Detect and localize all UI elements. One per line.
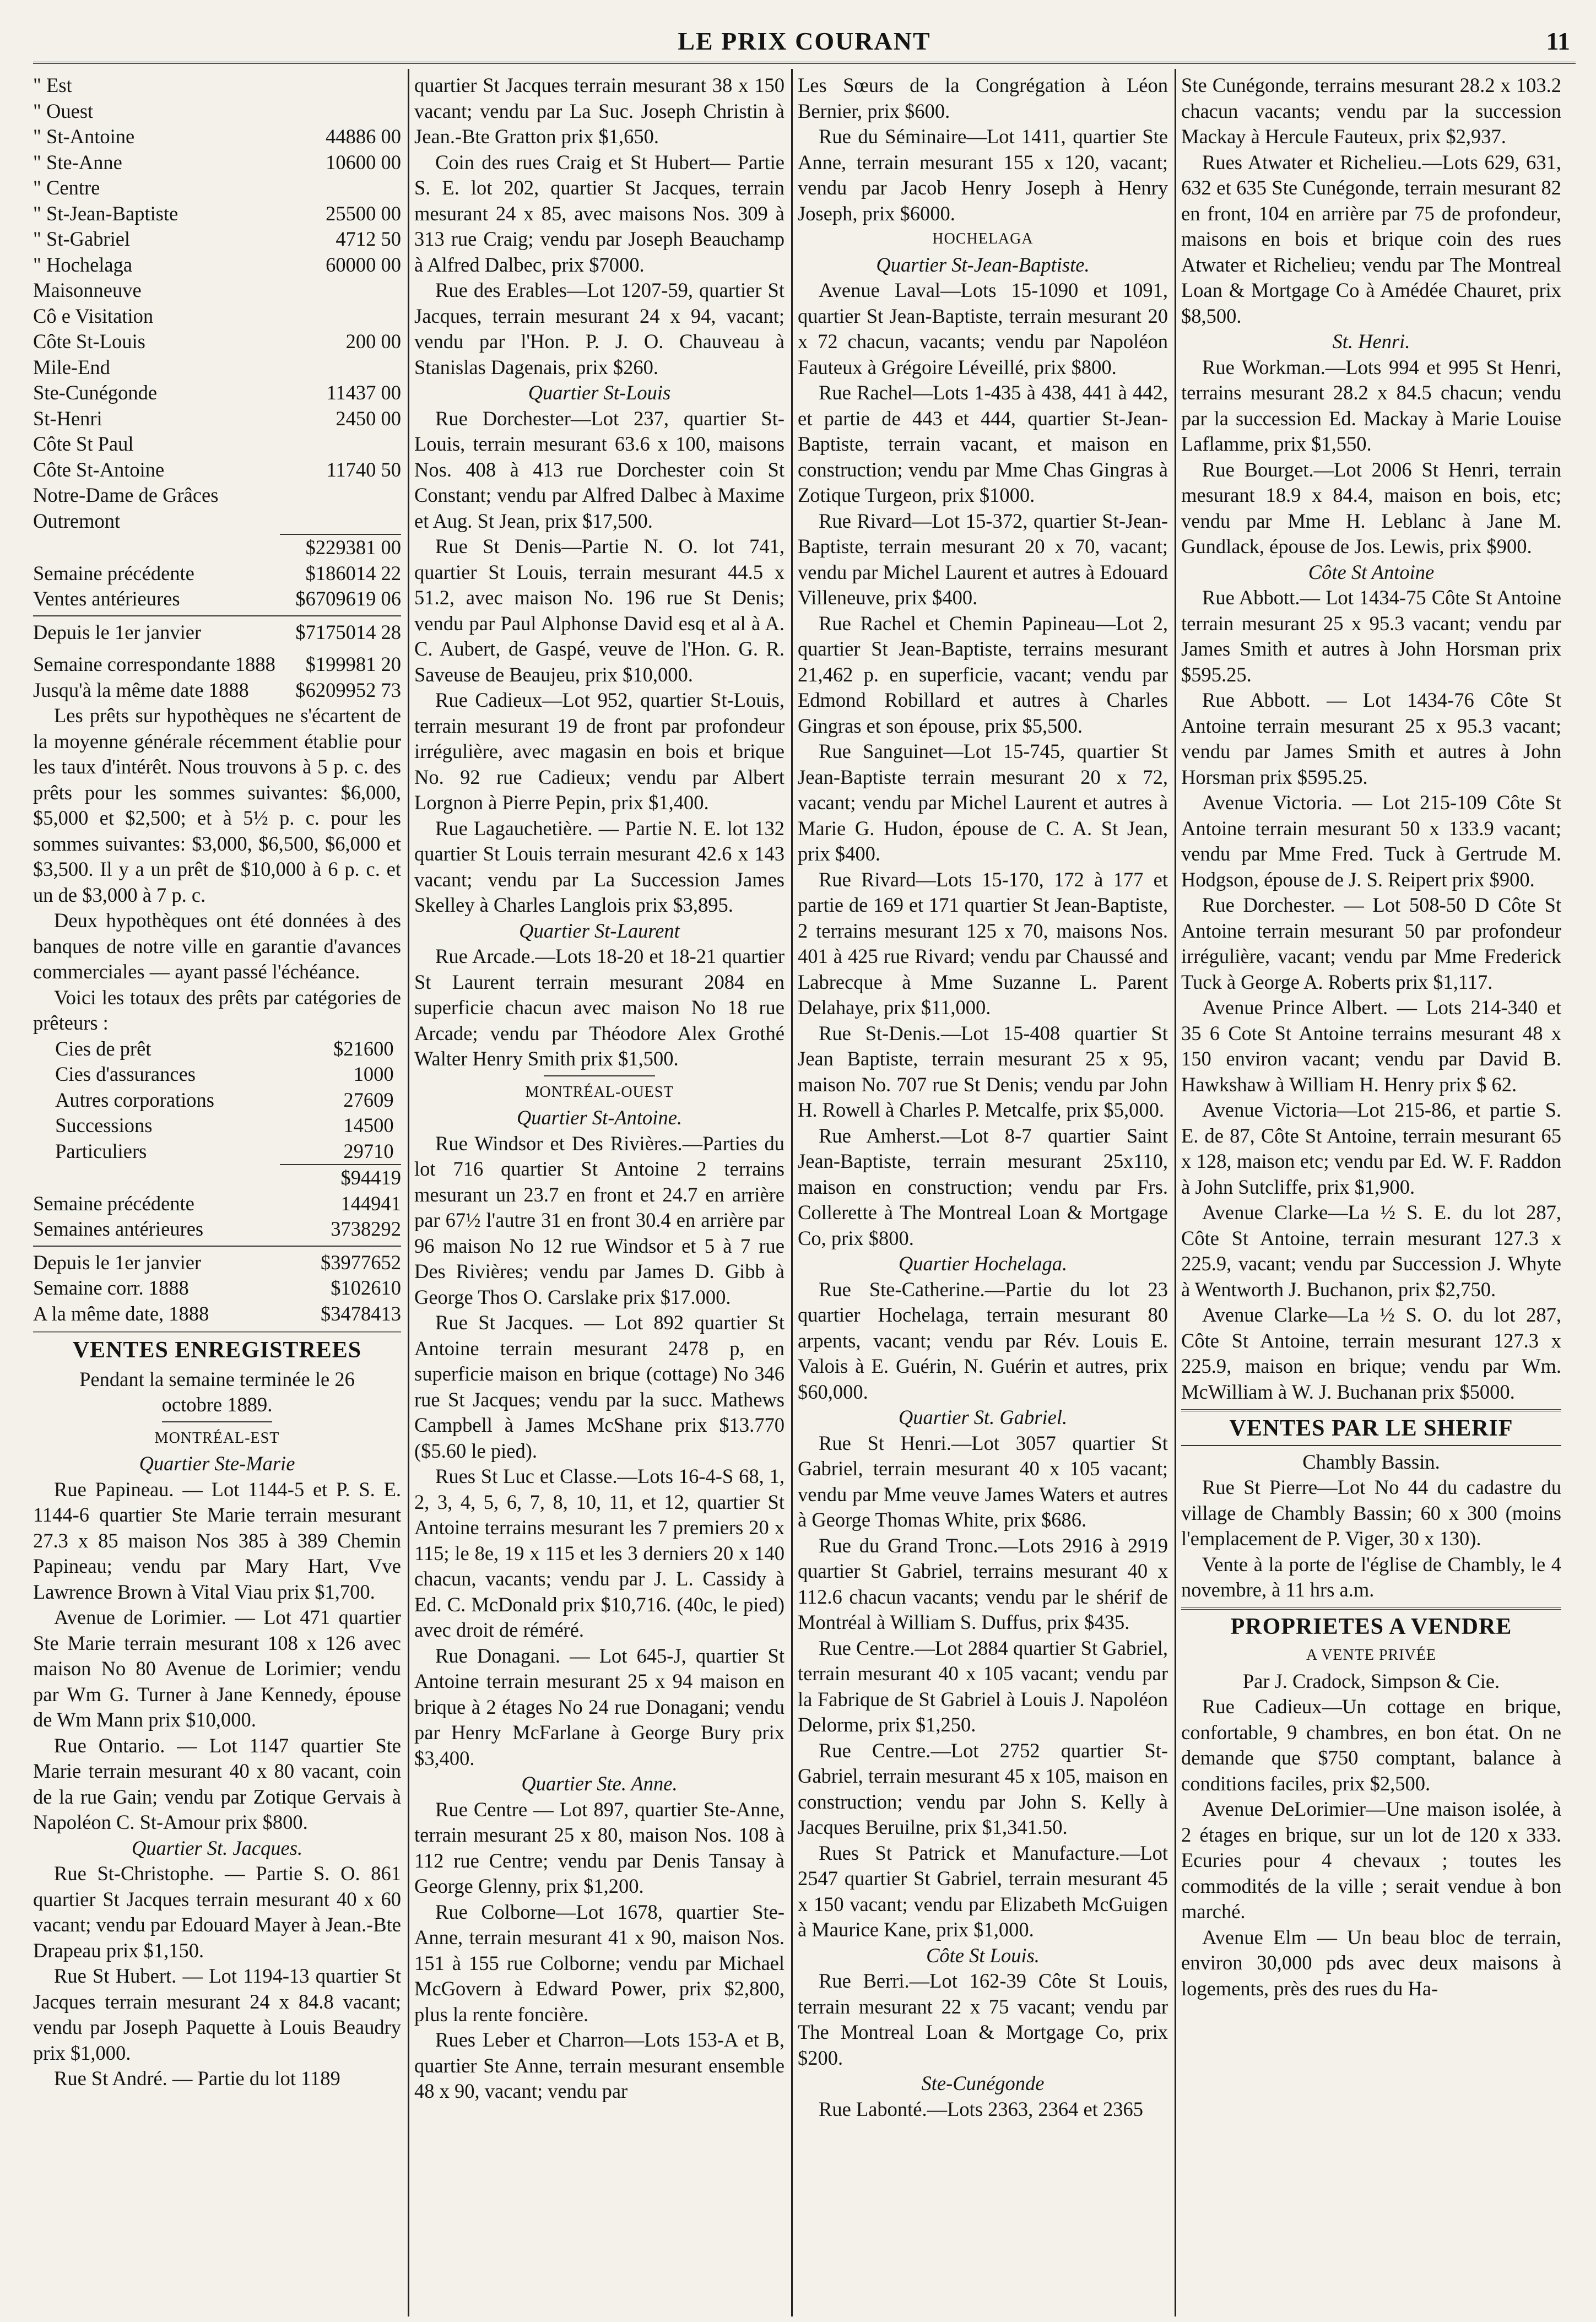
ledger-row	[55, 1087, 394, 1113]
ledger-value: $6209952 73	[295, 678, 401, 701]
quartier-heading: Quartier St. Gabriel.	[898, 1406, 1068, 1428]
ledger-value: $6709619 06	[295, 587, 401, 610]
sale-entry: Avenue Clarke—La ½ S. O. du lot 287, Côte St Antoine, terrain mesurant 127.3 x 225.9, maison en brique; vendu par Wm. McWilliam à W. J. Buchanan prix $5000.	[1181, 1303, 1561, 1403]
ledger-value: $3478413	[321, 1302, 401, 1325]
sale-entry: Rue Colborne—Lot 1678, quartier Ste-Anne, terrain mesurant 41 x 90, maison Nos. 151 à 155 rue Colborne; vendu par Michael McGovern à Edward Power, prix $2,800, plus la rente foncière.	[414, 1900, 785, 2026]
ledger-label: " Est	[33, 74, 72, 96]
ledger-value	[280, 431, 401, 457]
sale-entry: Rue Lagauchetière. — Partie N. E. lot 132 quartier St Louis terrain mesurant 42.6 x 143 vacant; vendu par La Succession James Skelley à Charles Langlois prix $3,895.	[414, 816, 785, 916]
sale-entry: Rues Atwater et Richelieu.—Lots 629, 631, 632 et 635 Ste Cunégonde, terrain mesurant 82 en front, 104 en arrière par 75 de profondeur, maisons en bois et brique coin des rues Atwater et Richelieu; vendu par The Montreal Loan & Mortgage Co à Amédée Chauret, prix $8,500.	[1181, 150, 1561, 327]
ledger-label: Outremont	[33, 509, 121, 532]
ledger-row	[33, 406, 401, 432]
sale-entry: Rue Windsor et Des Rivières.—Parties du lot 716 quartier St Antoine 2 terrains mesurant un 23.7 en front et 24.7 en arrière par 67½ l'autre 31 en front 30.4 en arrière par 96 maison No 12 rue Windsor et 5 à 7 rue Des Rivières; vendu par James D. Gibb à George Thos O. Carslake prix $17.000.	[414, 1132, 785, 1308]
ledger-row	[33, 252, 401, 278]
ledger-value: 200 00	[345, 330, 401, 353]
ledger-label: Semaine précédente	[33, 1192, 194, 1215]
week-table	[33, 561, 401, 612]
sale-entry: Rue Abbott.— Lot 1434-75 Côte St Antoine terrain mesurant 25 x 95.3 vacant; vendu par James Smith et autres à John Horsman prix $595.25.	[1181, 586, 1561, 686]
sale-entry: Rue St Pierre—Lot No 44 du cadastre du village de Chambly Bassin; 60 x 300 (moins l'emplacement de P. Viger, 30 x 130).	[1181, 1476, 1561, 1550]
ledger-value: $3977652	[321, 1251, 401, 1274]
category-total-value: $94419	[280, 1165, 401, 1191]
ledger-label: Semaines antérieures	[33, 1217, 204, 1240]
ledger-label: Notre-Dame de Grâces	[33, 484, 219, 506]
ledger-value: 3738292	[331, 1217, 401, 1240]
newspaper-title: LE PRIX COURANT	[678, 27, 931, 55]
ledger-value: 144941	[340, 1192, 401, 1215]
ledger-value: $199981 20	[305, 653, 401, 675]
ledger-value	[280, 355, 401, 381]
sale-entry: Rue Ontario. — Lot 1147 quartier Ste Marie terrain mesurant 40 x 80 vacant, coin de la rue Gain; vendu par Zotique Gervais à Napoléon C. St-Amour prix $800.	[33, 1734, 401, 1833]
sale-entry: Avenue Victoria. — Lot 215-109 Côte St Antoine terrain mesurant 50 x 133.9 vacant; vendu par Mme Fred. Tuck à Gertrude M. Hodgson, épouse de J. S. Reipert prix $900.	[1181, 791, 1561, 891]
property-entry: Rue Cadieux—Un cottage en brique, confortable, 9 chambres, en bon état. On ne demande que $750 comptant, balance à conditions faciles, prix $2,500.	[1181, 1695, 1561, 1795]
sale-entry: Rue Centre.—Lot 2752 quartier St-Gabriel, terrain mesurant 45 x 105, maison en construction; vendu par John S. Kelly à Jacques Beruilne, prix $1,341.50.	[798, 1739, 1168, 1838]
short-rule	[162, 1421, 272, 1422]
quartier-heading: Quartier Ste. Anne.	[521, 1772, 678, 1795]
ledger-label: Autres corporations	[55, 1088, 214, 1111]
ledger-row	[33, 1191, 401, 1217]
ledger-value	[280, 508, 401, 534]
ledger-row	[33, 1216, 401, 1242]
rule	[1181, 1445, 1561, 1446]
district-heading: MONTRÉAL-EST	[154, 1429, 280, 1447]
sale-entry: Rue Rivard—Lot 15-372, quartier St-Jean-Baptiste, terrain mesurant 20 x 70, vacant; vendu par Michel Laurent et autres à Edouard Villeneuve, prix $400.	[798, 509, 1168, 609]
ledger-value: $102610	[331, 1276, 401, 1299]
section-heading: VENTES PAR LE SHERIF	[1229, 1416, 1513, 1441]
sale-entry: Rue St André. — Partie du lot 1189	[54, 2067, 340, 2090]
ledger-row	[33, 561, 401, 587]
column-4	[1181, 73, 1561, 2309]
page-number: 11	[1546, 27, 1570, 55]
sale-entry: Avenue de Lorimier. — Lot 471 quartier Ste Marie terrain mesurant 108 x 126 avec maison No 80 Avenue de Lorimier; vendu par Wm G. Turner à Jane Kennedy, épouse de Wm Mann prix $10,000.	[33, 1606, 401, 1731]
sale-entry: Rue Papineau. — Lot 1144-5 et P. S. E. 1144-6 quartier Ste Marie terrain mesurant 27.3 x 85 maison Nos 385 à 389 Chemin Papineau; vendu par Mary Hart, Vve Lawrence Brown à Vital Viau prix $1,700.	[33, 1477, 401, 1603]
sale-entry: Rue Ste-Catherine.—Partie du lot 23 quartier Hochelaga, terrain mesurant 80 arpents, vacant; vendu par Rév. Louis E. Valois à E. Guérin, N. Guérin et autres, prix $60,000.	[798, 1278, 1168, 1403]
quartier-heading: Quartier Hochelaga.	[898, 1252, 1068, 1275]
ledger-row	[33, 678, 401, 703]
page-header	[33, 26, 1576, 59]
ledger-label: Côte St Paul	[33, 432, 134, 455]
section-heading: PROPRIETES A VENDRE	[1230, 1614, 1512, 1639]
ledger-row	[55, 1113, 394, 1139]
quartier-heading: Quartier St-Antoine.	[516, 1106, 683, 1129]
ledger-value: 11437 00	[326, 381, 401, 404]
sale-entry: Rue St Hubert. — Lot 1194-13 quartier St Jacques terrain mesurant 24 x 84.8 vacant; vendu par Joseph Paquette à Louis Beaudry prix $1,000.	[33, 1964, 401, 2064]
ledger-label: Semaine précédente	[33, 561, 194, 584]
ledger-label: Cies de prêt	[55, 1037, 152, 1060]
ledger-row	[33, 1275, 401, 1301]
ledger-value	[280, 175, 401, 201]
column-1	[33, 73, 401, 2309]
column-divider	[1175, 69, 1176, 2316]
ledger-value: 29710	[343, 1139, 394, 1162]
ledger-label: Jusqu'à la même date 1888	[33, 678, 249, 701]
ledger-row	[33, 329, 401, 355]
ledger-label: Semaine corr. 1888	[33, 1276, 189, 1299]
ledger-value: $21600	[333, 1037, 394, 1060]
ledger-label: " Ste-Anne	[33, 150, 122, 174]
sale-entry: Rues St Patrick et Manufacture.—Lot 2547 quartier St Gabriel, terrain mesurant 45 x 150 vacant; vendu par Elizabeth McGuigen à Maurice Kane, prix $1,000.	[798, 1841, 1168, 1941]
sale-entry: Rue Centre.—Lot 2884 quartier St Gabriel, terrain mesurant 40 x 105 vacant; vendu par la Fabrique de St Gabriel à Louis J. Napoléon Delorme, prix $1,250.	[798, 1636, 1168, 1736]
corr-table	[33, 652, 401, 703]
ledger-label: " Ouest	[33, 99, 94, 122]
quartier-heading: Côte St Antoine	[1308, 560, 1435, 583]
ledger-label: Particuliers	[55, 1139, 147, 1162]
paragraph: Deux hypothèques ont été données à des banques de notre ville en garantie d'avances commerciales — ayant passé l'échéance.	[33, 909, 401, 983]
ledger-value: $186014 22	[305, 561, 401, 584]
ledger-value	[280, 73, 401, 99]
category-total	[33, 1164, 401, 1191]
sale-entry: Rue Cadieux—Lot 952, quartier St-Louis, terrain mesurant 19 de front par profondeur irrégulière, avec magasin en bois et brique No. 92 rue Cadieux; vendu par Albert Lorgnon à Pierre Pepin, prix $1,400.	[414, 689, 785, 814]
double-rule	[33, 1331, 401, 1333]
sale-entry: Rue du Grand Tronc.—Lots 2916 à 2919 quartier St Gabriel, terrains mesurant 40 x 112.6 chacun vacants; vendu par le shérif de Montréal à William S. Duffus, prix $435.	[798, 1534, 1168, 1633]
sale-entry: Coin des rues Craig et St Hubert— Partie S. E. lot 202, quartier St Jacques, terrain mesurant 24 x 85, avec maisons Nos. 309 à 313 rue Craig; vendu par Joseph Beauchamp à Alfred Dalbec, prix $7000.	[414, 150, 785, 276]
ledger-row	[33, 175, 401, 201]
category-final-table	[33, 1250, 401, 1327]
sale-entry: Rue Labonté.—Lots 2363, 2364 et 2365	[819, 2097, 1143, 2120]
ledger-label: Côte St-Antoine	[33, 458, 165, 481]
district-heading: MONTRÉAL-OUEST	[525, 1083, 674, 1101]
ledger-table	[33, 73, 401, 534]
ledger-row	[33, 99, 401, 125]
ledger-label: " St-Antoine	[33, 125, 135, 148]
ledger-row	[33, 1250, 401, 1276]
sale-entry: Rue St-Christophe. — Partie S. O. 861 quartier St Jacques terrain mesurant 40 x 60 vacant; vendu par Edouard Mayer à Jean.-Bte Drapeau prix $1,150.	[33, 1862, 401, 1962]
ledger-value: 25500 00	[326, 202, 401, 225]
paragraph: Voici les totaux des prêts par catégories de prêteurs :	[33, 986, 401, 1034]
quartier-heading: Quartier St. Jacques.	[131, 1836, 303, 1859]
agent-line: Par J. Cradock, Simpson & Cie.	[1242, 1669, 1500, 1692]
quartier-heading: Quartier St-Louis	[528, 381, 671, 404]
quartier-heading: Quartier Ste-Marie	[139, 1452, 295, 1475]
ledger-row	[33, 457, 401, 483]
rule	[33, 1246, 401, 1247]
section-heading: VENTES ENREGISTREES	[72, 1338, 362, 1363]
ledger-value: 14500	[343, 1114, 394, 1136]
sale-entry: Rue St Henri.—Lot 3057 quartier St Gabriel, terrain mesurant 40 x 105 vacant; vendu par Mme veuve James Waters et autres à George Thomas White, prix $686.	[798, 1431, 1168, 1531]
sale-entry: quartier St Jacques terrain mesurant 38 x 150 vacant; vendu par La Suc. Joseph Christin à Jean.-Bte Gratton prix $1,650.	[414, 74, 785, 148]
sale-entry: Avenue Victoria—Lot 215-86, et partie S. E. de 87, Côte St Antoine, terrain mesurant 65 x 128, maison etc; vendu par Ed. W. F. Raddon à John Sutcliffe, prix $1,900.	[1181, 1098, 1561, 1198]
since-jan-label: Depuis le 1er janvier	[33, 620, 202, 643]
sale-entry: Les Sœurs de la Congrégation à Léon Bernier, prix $600.	[798, 74, 1168, 122]
sale-entry: Rue Rivard—Lots 15-170, 172 à 177 et partie de 169 et 171 quartier St Jean-Baptiste, 2 terrains mesurant 125 x 70, maisons Nos. 401 à 425 rue Rivard; vendu par Chaussé and Labrecque à Mme Suzanne L. Parent Delahaye, prix $11,000.	[798, 868, 1168, 1019]
quartier-heading: Côte St Louis.	[926, 1944, 1040, 1967]
ledger-row	[55, 1139, 394, 1165]
district-heading: HOCHELAGA	[932, 230, 1034, 247]
quartier-heading: Quartier St-Jean-Baptiste.	[876, 253, 1090, 276]
sale-entry: Rue Berri.—Lot 162-39 Côte St Louis, terrain mesurant 22 x 75 vacant; vendu par The Montreal Loan & Mortgage Co, prix $200.	[798, 1969, 1168, 2069]
column-3	[798, 73, 1168, 2309]
ledger-row	[33, 355, 401, 381]
sale-entry: Rue Workman.—Lots 994 et 995 St Henri, terrains mesurant 28.2 x 84.5 chacun; vendu par la succession Ed. Mackay à Marie Louise Laflamme, prix $1,550.	[1181, 355, 1561, 455]
ledger-label: St-Henri	[33, 407, 102, 430]
ledger-row	[33, 1301, 401, 1327]
short-rule	[544, 1075, 655, 1076]
quartier-heading: Ste-Cunégonde	[921, 2072, 1045, 2094]
column-2	[414, 73, 785, 2309]
category-week-table	[33, 1191, 401, 1242]
ledger-row	[33, 380, 401, 406]
sale-entry: Rues Leber et Charron—Lots 153-A et B, quartier Ste Anne, terrain mesurant ensemble 48 x 90, vacant; vendu par	[414, 2028, 785, 2102]
ledger-label: Semaine correspondante 1888	[33, 653, 275, 675]
ledger-value: 60000 00	[326, 253, 401, 276]
sale-entry: Rue Bourget.—Lot 2006 St Henri, terrain mesurant 18.9 x 84.4, maison en bois, etc; vendu par Mme H. Leblanc à Jane M. Gundlack, épouse de Jos. Lewis, prix $900.	[1181, 458, 1561, 558]
ledger-value: 1000	[353, 1063, 394, 1085]
ledger-label: Cô e Visitation	[33, 304, 154, 327]
ledger-row	[33, 278, 401, 304]
sale-entry: Rue Dorchester—Lot 237, quartier St-Louis, terrain mesurant 63.6 x 100, maisons Nos. 408 à 413 rue Dorchester coin St Constant; vendu par Alfred Dalbec à Maxime et Aug. St Jean, prix $17,500.	[414, 407, 785, 532]
ledger-value	[280, 304, 401, 329]
ledger-row	[33, 150, 401, 176]
ledger-label: " St-Jean-Baptiste	[33, 202, 178, 225]
ledger-value: 44886 00	[326, 125, 401, 148]
ledger-row	[33, 201, 401, 227]
sale-entry: Avenue Clarke—La ½ S. E. du lot 287, Côte St Antoine, terrain mesurant 127.3 x 225.9, vacant; vendu par Succession J. Whyte à Wentworth J. Buchanon, prix $2,750.	[1181, 1201, 1561, 1301]
ledger-total-value: $229381 00	[280, 534, 401, 561]
since-jan-value: $7175014 28	[295, 620, 401, 643]
ledger-label: Mile-End	[33, 355, 110, 378]
sale-entry: Rue Donagani. — Lot 645-J, quartier St Antoine terrain mesurant 25 x 94 maison en brique à 2 étages No 24 rue Donagani; vendu par Henry McFarlane à George Bury prix $3,400.	[414, 1644, 785, 1769]
ledger-label: " Hochelaga	[33, 253, 133, 276]
sale-entry: Rue du Séminaire—Lot 1411, quartier Ste Anne, terrain mesurant 155 x 120, vacant; vendu par Jacob Henry Joseph à Henry Joseph, prix $6000.	[798, 125, 1168, 225]
ledger-row	[55, 1036, 394, 1062]
ledger-label: A la même date, 1888	[33, 1302, 209, 1325]
ledger-value: 27609	[343, 1088, 394, 1111]
quartier-heading: St. Henri.	[1332, 330, 1410, 353]
ledger-label: " St-Gabriel	[33, 228, 131, 250]
ledger-row	[33, 431, 401, 457]
sale-entry: Ste Cunégonde, terrains mesurant 28.2 x 103.2 chacun vacants; vendu par la succession Mackay à Hercule Fauteux, prix $2,937.	[1181, 74, 1561, 148]
sale-entry: Rue Rachel et Chemin Papineau—Lot 2, quartier St Jean-Baptiste, terrains mesurant 21,462 p. en superficie, vacant; vendu par Edmond Robillard et autres à Charles Gingras et son épouse, prix $5,500.	[798, 611, 1168, 737]
double-rule	[1181, 1409, 1561, 1411]
sale-entry: Rue Abbott. — Lot 1434-76 Côte St Antoine terrain mesurant 25 x 95.3 vacant; vendu par James Smith et autres à John Horsman prix $595.25.	[1181, 689, 1561, 788]
ledger-value	[280, 483, 401, 508]
ledger-row	[33, 652, 401, 678]
quartier-heading: Quartier St-Laurent	[519, 919, 680, 942]
ledger-row	[33, 508, 401, 534]
property-entry: Avenue DeLorimier—Une maison isolée, à 2 étages en brique, sur un lot de 120 x 333. Ecuries pour 4 chevaux ; toutes les commodités de la ville ; serait vendue à bon marché.	[1181, 1798, 1561, 1923]
ledger-label: Cies d'assurances	[55, 1063, 196, 1085]
header-rule	[33, 62, 1576, 64]
column-divider	[791, 69, 793, 2316]
ledger-row	[33, 304, 401, 329]
sale-entry: Vente à la porte de l'église de Chambly, le 4 novembre, à 11 hrs a.m.	[1181, 1552, 1561, 1601]
sale-entry: Rue St Denis—Partie N. O. lot 741, quartier St Louis, terrain mesurant 44.5 x 51.2, avec maison No. 196 rue St Denis; vendu par Paul Alphonse David esq et al à A. C. Aubert, de Gaspé, veuve de l'Hon. G. R. Saveuse de Beaujeu, prix $10,000.	[414, 535, 785, 686]
sale-entry: Rue Sanguinet—Lot 15-745, quartier St Jean-Baptiste terrain mesurant 20 x 72, vacant; vendu par Michel Laurent et autres à Marie G. Hudon, épouse de C. A. St Jean, prix $400.	[798, 740, 1168, 865]
section-subheading: Pendant la semaine terminée le 26 octobre 1889.	[79, 1367, 355, 1416]
sale-entry: Rue Rachel—Lots 1-435 à 438, 441 à 442, et partie de 443 et 444, quartier St-Jean-Baptiste, terrain vacant, et maison en construction; vendu par Mme Chas Gingras à Zotique Turgeon, prix $1000.	[798, 381, 1168, 506]
sale-entry: Avenue Prince Albert. — Lots 214-340 et 35 6 Cote St Antoine terrains mesurant 48 x 150 environ vacant; vendu par David B. Hawkshaw à William H. Henry prix $ 62.	[1181, 996, 1561, 1096]
rule	[33, 615, 401, 616]
location-heading: Chambly Bassin.	[1302, 1450, 1440, 1473]
ledger-row	[33, 73, 401, 99]
ledger-total	[33, 534, 401, 561]
sale-entry: Rues St Luc et Classe.—Lots 16-4-S 68, 1, 2, 3, 4, 5, 6, 7, 8, 10, 11, et 12, quartier St Antoine terrains mesurant les 7 premiers 20 x 115; le 8e, 19 x 115 et les 3 derniers 20 x 140 chacun, vacants; vendu par J. L. Cassidy à Ed. C. McDonald prix $10,716. (40c, le pied) avec droit de réméré.	[414, 1465, 785, 1641]
ledger-label: Maisonneuve	[33, 279, 142, 301]
ledger-label: " Centre	[33, 176, 100, 199]
sale-entry: Rue Amherst.—Lot 8-7 quartier Saint Jean-Baptiste, terrain mesurant 25x110, maison en construction; vendu par Frs. Collerette à The Montreal Loan & Mortgage Co, prix $800.	[798, 1124, 1168, 1249]
column-divider	[408, 69, 409, 2316]
ledger-row	[33, 483, 401, 508]
ledger-value	[280, 99, 401, 125]
property-entry: Avenue Elm — Un beau bloc de terrain, environ 30,000 pds avec deux maisons à logements, près des rues du Ha-	[1181, 1925, 1561, 2000]
ledger-value: 11740 50	[326, 458, 401, 481]
ledger-label: Successions	[55, 1114, 153, 1136]
sale-entry: Rue St-Denis.—Lot 15-408 quartier St Jean Baptiste, terrain mesurant 25 x 95, maison No. 707 rue St Denis; vendu par John H. Rowell à Charles P. Metcalfe, prix $5,000.	[798, 1021, 1168, 1121]
ledger-label: Ste-Cunégonde	[33, 381, 158, 404]
ledger-row	[33, 226, 401, 252]
ledger-label: Depuis le 1er janvier	[33, 1251, 202, 1274]
sale-entry: Rue des Erables—Lot 1207-59, quartier St Jacques, terrain mesurant 24 x 94, vacant; vendu par l'Hon. P. J. O. Chauveau à Stanislas Dagenais, prix $260.	[414, 279, 785, 378]
ledger-label: Côte St-Louis	[33, 330, 145, 353]
ledger-row	[33, 586, 401, 612]
category-table	[55, 1036, 394, 1165]
sale-entry: Avenue Laval—Lots 15-1090 et 1091, quartier St Jean-Baptiste, terrain mesurant 20 x 72 chacun, vacants; vendu par Napoléon Fauteux à Grégoire Léveillé, prix $800.	[798, 279, 1168, 378]
paragraph: Les prêts sur hypothèques ne s'écartent de la moyenne générale récemment établie pour les taux d'intérêt. Nous trouvons à 5 p. c. des prêts pour les sommes suivantes: $6,000, $5,000 et $2,500; et à 5½ p. c. pour les sommes suivantes: $3,000, $6,500, $6,000 et $3,500. Il y a un prêt de $10,000 à 6 p. c. et un de $3,000 à 7 p. c.	[33, 704, 401, 906]
ledger-value: 10600 00	[326, 150, 401, 174]
ledger-row	[55, 1062, 394, 1087]
ledger-value: 4712 50	[336, 228, 401, 250]
since-jan-table	[33, 620, 401, 646]
sale-entry: Rue St Jacques. — Lot 892 quartier St Antoine terrain mesurant 2478 p, en superficie maison en brique (cottage) No 346 rue St Jacques; vendu par la succ. Mathews Campbell à James McShane prix $13.770 ($5.60 le pied).	[414, 1311, 785, 1462]
ledger-row	[33, 124, 401, 150]
vente-privee-label: A VENTE PRIVÉE	[1306, 1647, 1436, 1664]
double-rule	[1181, 1607, 1561, 1610]
sale-entry: Rue Arcade.—Lots 18-20 et 18-21 quartier St Laurent terrain mesurant 2084 en superficie chacun avec maison No 18 rue Arcade; vendu par Théodore Alex Grothé Walter Henry Smith prix $1,500.	[414, 945, 785, 1070]
ledger-value	[280, 278, 401, 304]
ledger-value: 2450 00	[336, 407, 401, 430]
ledger-label: Ventes antérieures	[33, 587, 180, 610]
sale-entry: Rue Dorchester. — Lot 508-50 D Côte St Antoine terrain mesurant 50 par profondeur irrégulière, vacant; vendu par Mme Frederick Tuck à George A. Roberts prix $1,117.	[1181, 894, 1561, 993]
sale-entry: Rue Centre — Lot 897, quartier Ste-Anne, terrain mesurant 25 x 80, maison Nos. 108 à 112 rue Centre; vendu par Denis Tansay à George Glenny, prix $1,200.	[414, 1798, 785, 1897]
